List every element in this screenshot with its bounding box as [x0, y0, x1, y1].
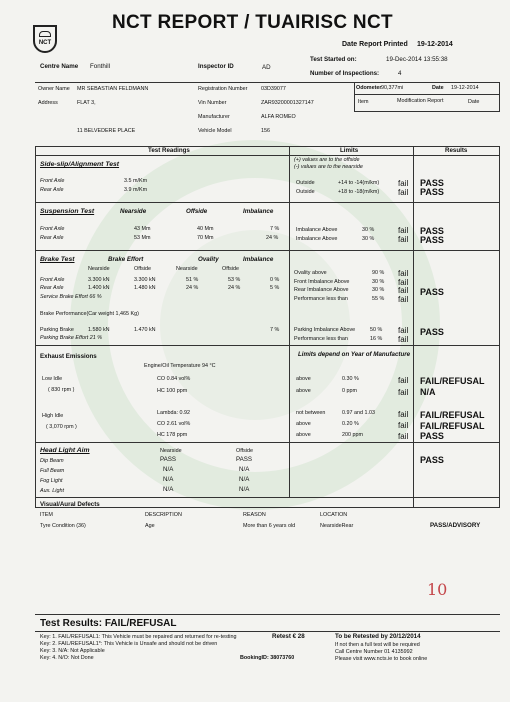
suspension-front-fail: fail [398, 226, 409, 235]
defects-col-item: ITEM [40, 512, 53, 518]
brake-limit-label: Rear Imbalance Above [294, 287, 349, 293]
low-co-limit-label: above [296, 376, 311, 382]
date-printed-label: Date Report Printed [342, 41, 408, 48]
suspension-heading: Suspension Test [40, 208, 95, 215]
low-idle-rpm: ( 830 rpm ) [48, 387, 75, 393]
sideslip-rear-label: Rear Axle [40, 187, 64, 193]
vin-number: ZAR93200001327147 [261, 100, 314, 106]
full-beam-label: Full Beam [40, 468, 65, 474]
brake-limit-fail: fail [398, 278, 409, 287]
booking-id: BookingID: 38073760 [240, 655, 295, 661]
brake-front-ov-off: 53 % [228, 277, 241, 283]
headlight-result: PASS [420, 455, 444, 465]
defect-reason: More than 6 years old [243, 523, 296, 529]
page-title: NCT REPORT / TUAIRISC NCT [112, 12, 393, 33]
brake-rear-ov-off: 24 % [228, 285, 241, 291]
high-co-result: FAIL/REFUSAL [420, 421, 485, 431]
divider [35, 631, 500, 632]
suspension-front-label: Front Axle [40, 226, 65, 232]
suspension-rear-limit-label: Imbalance Above [296, 236, 338, 242]
defect-item: Tyre Condition (36) [40, 523, 86, 529]
high-hc-result: PASS [420, 431, 444, 441]
defect-description: Age [145, 523, 155, 529]
inspector-id: AD [262, 64, 271, 71]
odometer-label: Odometer [356, 85, 382, 91]
fog-light-off: N/A [239, 476, 250, 483]
brake-limit-value: 90 % [372, 270, 385, 276]
nct-logo: NCT [33, 25, 57, 53]
brake-rear-near: 1.400 kN [88, 285, 110, 291]
fog-light-near: N/A [163, 476, 174, 483]
defects-heading: Visual/Aural Defects [40, 501, 100, 508]
brake-rear-ov-near: 24 % [186, 285, 199, 291]
brake-limit-label: Ovality above [294, 270, 327, 276]
high-idle-co: CO 2.61 vol% [157, 421, 191, 427]
divider [35, 442, 500, 443]
mod-label: Modification Report [397, 98, 444, 104]
model-label: Vehicle Model [198, 128, 232, 134]
service-brake-effort: Service Brake Effort 66 % [40, 294, 102, 300]
test-results: Test Results: FAIL/REFUSAL [40, 618, 177, 629]
key-2: Key: 2. FAIL/REFUSAL1*: This Vehicle is Unsafe and should not be driven [40, 641, 218, 647]
park-limit-label: Parking Imbalance Above [294, 327, 356, 333]
column-divider [289, 345, 290, 442]
parking-brake-near: 1.580 kN [88, 327, 110, 333]
address-label: Address [38, 100, 58, 106]
low-hc-result: N/A [420, 387, 436, 397]
defect-result: PASS/ADVISORY [430, 522, 481, 529]
brake-rear-label: Rear Axle [40, 285, 64, 291]
full-beam-off: N/A [239, 466, 250, 473]
brake-effort-heading: Brake Effort [108, 256, 144, 263]
centre-name: Fonthill [90, 63, 110, 70]
park-limit-value: 16 % [370, 336, 383, 342]
brake-ovality-heading: Ovality [198, 256, 219, 263]
date-printed: 19-12-2014 [417, 41, 453, 48]
brake-limit-fail: fail [398, 269, 409, 278]
key-4: Key: 4. N/O: Not Done [40, 655, 94, 661]
exhaust-limits-heading: Limits depend on Year of Manufacture [298, 351, 411, 358]
aux-light-off: N/A [239, 486, 250, 493]
divider [35, 345, 500, 346]
sideslip-rear-limit: +18 to -18(m/km) [338, 189, 380, 195]
exhaust-heading: Exhaust Emissions [40, 353, 97, 360]
headlight-heading: Head Light Aim [40, 447, 90, 454]
column-divider [289, 442, 290, 497]
high-hc-limit-label: above [296, 432, 311, 438]
address-line1: FLAT 3, [77, 100, 96, 106]
park-limit-fail: fail [398, 335, 409, 344]
sideslip-front-limit: +14 to -14(m/km) [338, 180, 380, 186]
suspension-rear-near: 53 Mm [134, 235, 151, 241]
address-line2: 11 BELVEDERE PLACE [77, 128, 136, 134]
low-hc-limit: 0 ppm [342, 388, 357, 394]
centre-label: Centre Name [40, 63, 79, 70]
suspension-front-limit-label: Imbalance Above [296, 227, 338, 233]
brake-front-imb: 0 % [270, 277, 280, 283]
inspections-count: 4 [398, 70, 402, 77]
sideslip-note1: (+) values are to the offside [294, 157, 360, 163]
park-limit-label: Performance less than [294, 336, 348, 342]
defect-location: NearsideRear [320, 523, 354, 529]
divider [35, 202, 500, 203]
dip-beam-label: Dip Beam [40, 458, 64, 464]
date: 19-12-2014 [451, 85, 479, 91]
high-lambda-fail: fail [398, 410, 409, 419]
divider [35, 614, 500, 615]
brake-limit-fail: fail [398, 286, 409, 295]
brake-front-off: 3.300 kN [134, 277, 156, 283]
inspections-label: Number of Inspections: [310, 70, 380, 77]
sideslip-rear-value: 3.9 m/Km [124, 187, 148, 193]
vin-label: Vin Number [198, 100, 227, 106]
high-lambda-limit-label: not between [296, 410, 326, 416]
suspension-col-offside: Offside [186, 208, 208, 215]
low-hc-fail: fail [398, 388, 409, 397]
brake-sub-near2: Nearside [176, 266, 198, 272]
model: 156 [261, 128, 270, 134]
suspension-front-off: 40 Mm [197, 226, 214, 232]
brake-limit-value: 30 % [372, 279, 385, 285]
brake-result: PASS [420, 287, 444, 297]
manufacturer-label: Manufacturer [198, 114, 230, 120]
low-idle-co: CO 0.84 vol% [157, 376, 191, 382]
suspension-rear-result: PASS [420, 235, 444, 245]
item-label: Item [358, 99, 369, 105]
sideslip-note2: (-) values are to the nearside [294, 164, 363, 170]
reg-number: 03D39077 [261, 86, 286, 92]
aux-light-label: Aux. Light [40, 488, 64, 494]
sideslip-rear-limit-label: Outside [296, 189, 315, 195]
brake-sub-off1: Offside [134, 266, 151, 272]
brake-limit-value: 30 % [372, 287, 385, 293]
brake-limit-fail: fail [398, 295, 409, 304]
high-idle-hc: HC 178 ppm [157, 432, 188, 438]
brake-heading: Brake Test [40, 256, 75, 263]
sideslip-front-result: PASS [420, 178, 444, 188]
retest-note-2: Call Centre Number 01 4135992 [335, 649, 413, 655]
col-readings: Test Readings [148, 147, 190, 154]
high-lambda-limit: 0.97 and 1.03 [342, 410, 375, 416]
manufacturer: ALFA ROMEO [261, 114, 296, 120]
key-1: Key: 1. FAIL/REFUSAL1: This Vehicle must be repaired and returned for re-testing [40, 634, 237, 640]
exhaust-temp: Engine/Oil Temperature 94 °C [144, 363, 216, 369]
headlight-off: Offside [236, 448, 253, 454]
low-idle-hc: HC 100 ppm [157, 388, 188, 394]
reg-label: Registration Number [198, 86, 248, 92]
headlight-near: Nearside [160, 448, 182, 454]
high-lambda-result: FAIL/REFUSAL [420, 410, 485, 420]
high-co-limit-label: above [296, 421, 311, 427]
brake-front-ov-near: 51 % [186, 277, 199, 283]
brake-rear-off: 1.480 kN [134, 285, 156, 291]
col-results: Results [445, 147, 468, 154]
brake-limit-value: 55 % [372, 296, 385, 302]
low-idle-label: Low Idle [42, 376, 63, 382]
low-hc-limit-label: above [296, 388, 311, 394]
defects-col-reason: REASON [243, 512, 266, 518]
parking-brake-effort: Parking Brake Effort 21 % [40, 335, 103, 341]
dip-beam-off: PASS [236, 456, 253, 463]
suspension-rear-off: 70 Mm [197, 235, 214, 241]
parking-brake-imb: 7 % [270, 327, 280, 333]
park-limit-fail: fail [398, 326, 409, 335]
defects-col-description: DESCRIPTION [145, 512, 182, 518]
low-co-fail: fail [398, 376, 409, 385]
suspension-rear-fail: fail [398, 235, 409, 244]
column-divider [289, 146, 290, 345]
suspension-front-imb: 7 % [270, 226, 280, 232]
brake-imbalance-heading: Imbalance [243, 256, 274, 263]
park-limit-value: 50 % [370, 327, 383, 333]
retest-fee: Retest € 28 [272, 633, 305, 640]
suspension-front-near: 43 Mm [134, 226, 151, 232]
high-idle-label: High Idle [42, 413, 64, 419]
odometer: 90,377mi [381, 85, 404, 91]
suspension-col-imbalance: Imbalance [243, 208, 274, 215]
high-co-limit: 0.20 % [342, 421, 359, 427]
brake-limit-label: Front Imbalance Above [294, 279, 350, 285]
sideslip-front-limit-label: Outside [296, 180, 315, 186]
fog-light-label: Fog Light [40, 478, 63, 484]
sideslip-front-label: Front Axle [40, 178, 65, 184]
brake-front-label: Front Axle [40, 277, 65, 283]
high-idle-rpm: ( 3,070 rpm ) [46, 424, 77, 430]
suspension-front-limit: 30 % [362, 227, 375, 233]
owner-name: MR SEBASTIAN FELDMANN [77, 86, 149, 92]
col-limits: Limits [340, 147, 359, 154]
brake-sub-off2: Offside [222, 266, 239, 272]
parking-brake-label: Parking Brake [40, 327, 74, 333]
high-hc-fail: fail [398, 432, 409, 441]
sideslip-heading: Side-slip/Alignment Test [40, 161, 120, 168]
suspension-front-result: PASS [420, 226, 444, 236]
brake-performance: Brake Performance(Car weight 1,465 Kg) [40, 311, 139, 317]
suspension-col-nearside: Nearside [120, 208, 147, 215]
high-co-fail: fail [398, 421, 409, 430]
suspension-rear-limit: 30 % [362, 236, 375, 242]
high-hc-limit: 200 ppm [342, 432, 363, 438]
parking-brake-off: 1.470 kN [134, 327, 156, 333]
test-started: 19-Dec-2014 13:55:38 [386, 56, 448, 63]
sideslip-rear-result: PASS [420, 187, 444, 197]
brake-rear-imb: 5 % [270, 285, 280, 291]
test-started-label: Test Started on: [310, 56, 357, 63]
owner-label: Owner Name [38, 86, 70, 92]
aux-light-near: N/A [163, 486, 174, 493]
brake-sub-near1: Nearside [88, 266, 110, 272]
sideslip-front-value: 3.5 m/Km [124, 178, 148, 184]
retest-note-3: Please visit www.ncts.ie to book online [335, 656, 428, 662]
column-divider [413, 146, 414, 508]
divider [35, 250, 500, 251]
inspector-label: Inspector ID [198, 63, 234, 70]
brake-limit-label: Performance less than [294, 296, 348, 302]
key-3: Key: 3. N/A: Not Applicable [40, 648, 105, 654]
handwritten-note: 10 [427, 580, 448, 599]
divider [35, 155, 500, 156]
sideslip-front-fail: fail [398, 179, 409, 188]
full-beam-near: N/A [163, 466, 174, 473]
suspension-rear-label: Rear Axle [40, 235, 64, 241]
dip-beam-near: PASS [160, 456, 177, 463]
retest-note-1: If not then a full test will be required [335, 642, 420, 648]
park-result: PASS [420, 327, 444, 337]
divider [35, 497, 500, 498]
brake-front-near: 3.300 kN [88, 277, 110, 283]
low-co-result: FAIL/REFUSAL [420, 376, 485, 386]
retest-by: To be Retested by 20/12/2014 [335, 633, 421, 640]
divider [354, 94, 500, 95]
low-co-limit: 0.30 % [342, 376, 359, 382]
sideslip-rear-fail: fail [398, 188, 409, 197]
defects-col-location: LOCATION [320, 512, 348, 518]
mod-date-label: Date [468, 99, 480, 105]
high-idle-lambda: Lambda: 0.92 [157, 410, 190, 416]
suspension-rear-imb: 24 % [266, 235, 279, 241]
car-icon [39, 31, 51, 37]
date-label: Date [432, 85, 444, 91]
